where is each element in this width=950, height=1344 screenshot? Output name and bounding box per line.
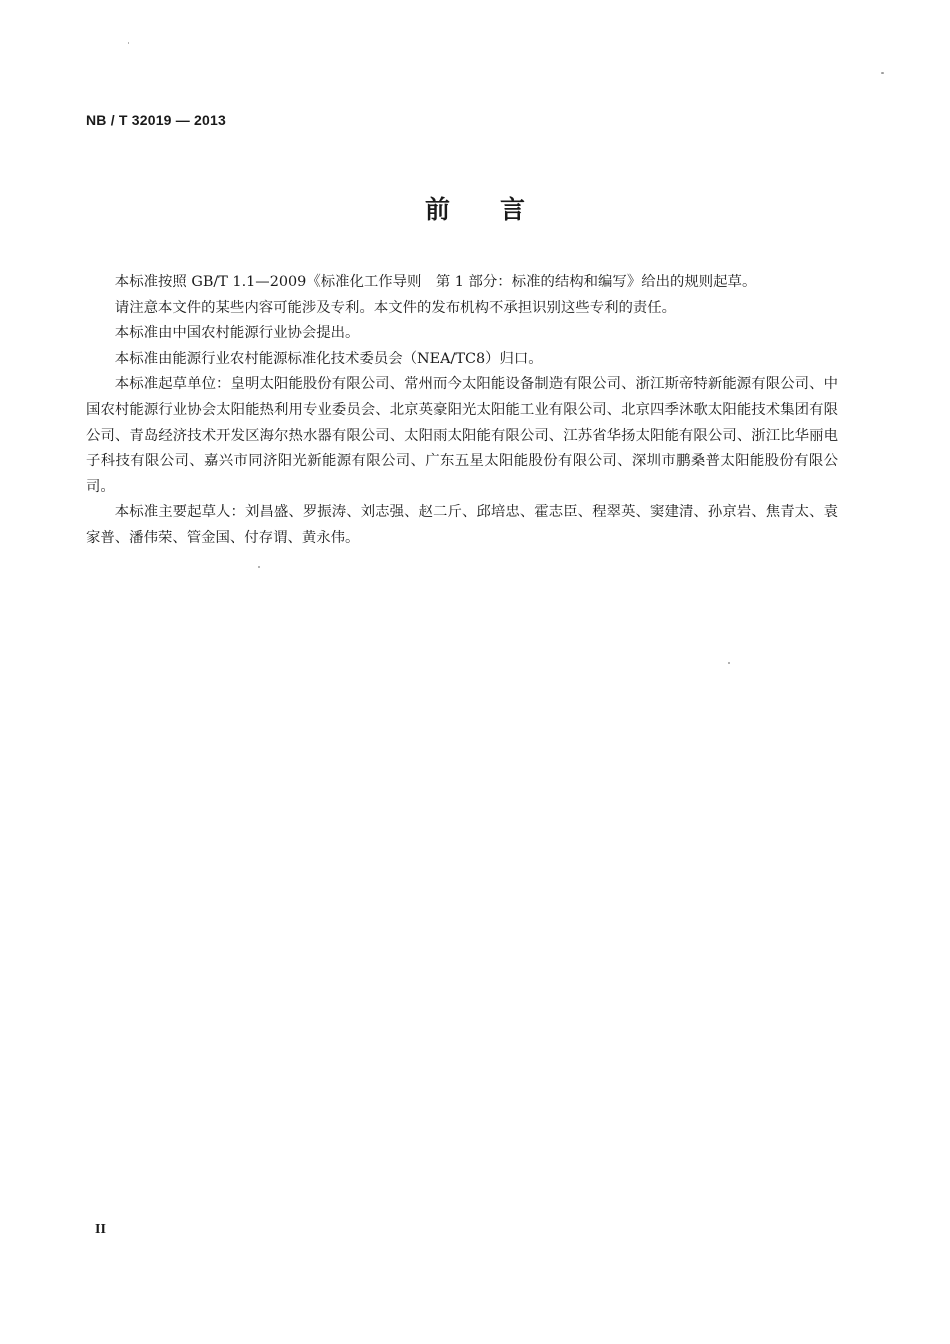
paragraph-patent-notice: 请注意本文件的某些内容可能涉及专利。本文件的发布机构不承担识别这些专利的责任。 xyxy=(114,299,677,316)
paragraph-centralized-by: 本标准由能源行业农村能源标准化技术委员会（NEA/TC8）归口。 xyxy=(114,350,543,367)
foreword-body xyxy=(86,270,838,552)
paragraph-drafters: 本标准主要起草人：刘昌盛、罗振涛、刘志强、赵二斤、邱培忠、霍志臣、程翠英、窦建清、孙京岩、焦青太、袁家普、潘伟荣、管金国、付存谓、黄永伟。 xyxy=(86,504,838,546)
page-number: II xyxy=(95,1222,106,1237)
scan-speck xyxy=(258,566,260,568)
scan-speck xyxy=(881,72,884,74)
scan-speck xyxy=(728,662,730,664)
standard-code: NB / T 32019 — 2013 xyxy=(86,112,226,128)
page-title: 前言 xyxy=(424,195,575,224)
paragraph-drafting-units: 本标准起草单位：皇明太阳能股份有限公司、常州而今太阳能设备制造有限公司、浙江斯帝特新能源有限公司、中国农村能源行业协会太阳能热利用专业委员会、北京英豪阳光太阳能工业有限公司、北京四季沐歌太阳能技术集团有限公司、青岛经济技术开发区海尔热水器有限公司、太阳雨太阳能有限公司、江苏省华扬太阳能有限公司、浙江比华丽电子科技有限公司、嘉兴市同济阳光新能源有限公司、广东五星太阳能股份有限公司、深圳市鹏桑普太阳能股份有限公司。 xyxy=(86,376,838,495)
paragraph-drafting-rules: 本标准按照 GB/T 1.1—2009《标准化工作导则 第 1 部分：标准的结构和编写》给出的规则起草。 xyxy=(114,274,757,290)
scan-speck xyxy=(128,42,129,44)
paragraph-proposer: 本标准由中国农村能源行业协会提出。 xyxy=(114,325,360,342)
